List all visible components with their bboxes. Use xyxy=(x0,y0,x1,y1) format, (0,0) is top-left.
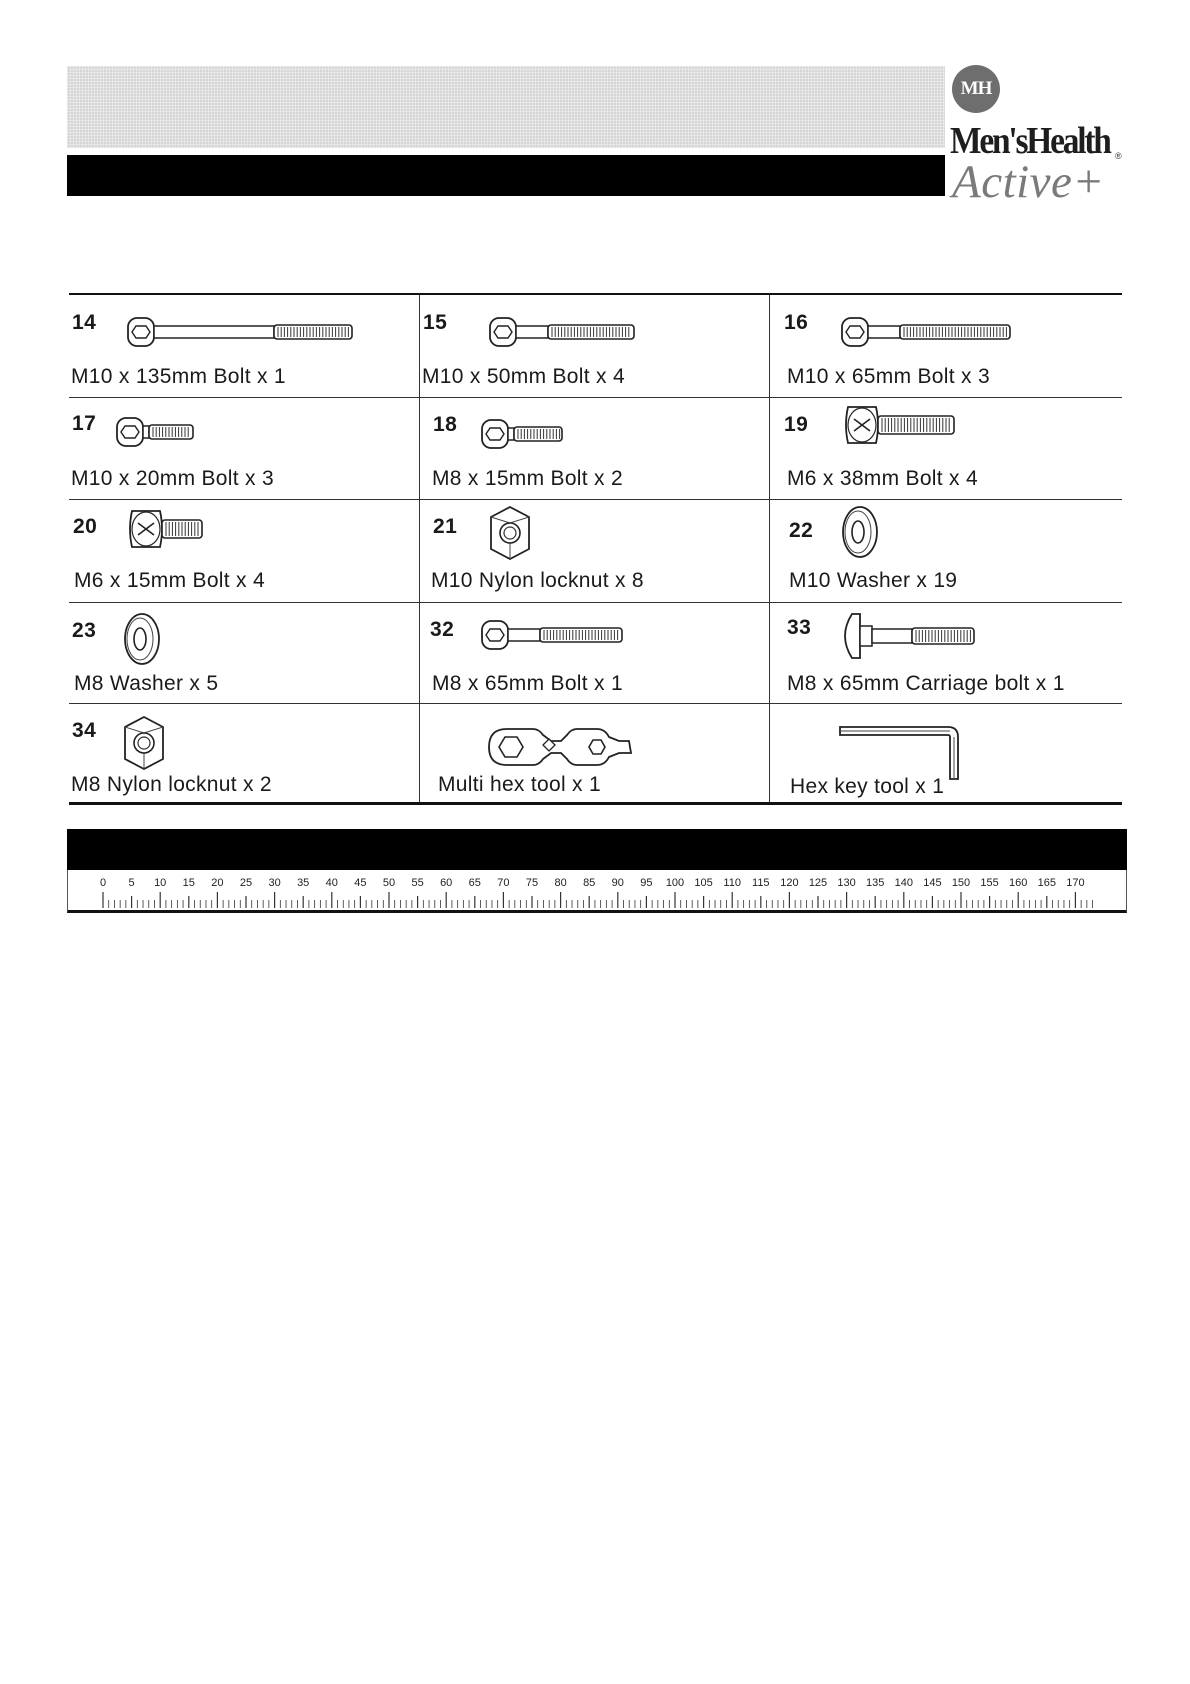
ruler-label: 10 xyxy=(154,877,167,889)
part-cell xyxy=(420,295,768,395)
part-description: M10 Washer x 19 xyxy=(789,569,958,592)
part-number: 19 xyxy=(784,413,809,436)
locknut-icon xyxy=(121,715,167,776)
ruler-label: 85 xyxy=(583,877,596,889)
part-description: M8 x 65mm Carriage bolt x 1 xyxy=(787,672,1065,695)
ruler-label: 25 xyxy=(239,877,253,889)
short-socket-bolt-icon xyxy=(480,417,568,456)
ruler-header-band xyxy=(67,829,1127,870)
ruler-label: 130 xyxy=(837,877,856,889)
part-cell xyxy=(69,602,417,702)
ruler-label: 60 xyxy=(440,877,453,889)
part-cell xyxy=(770,295,1118,395)
short-socket-bolt-icon xyxy=(115,415,199,454)
ruler-label: 95 xyxy=(640,877,653,889)
part-cell xyxy=(770,703,1118,803)
ruler-label: 110 xyxy=(723,877,741,889)
socket-bolt-icon xyxy=(488,315,640,354)
washer-icon xyxy=(840,505,880,564)
part-cell xyxy=(69,397,417,497)
measuring-ruler xyxy=(67,870,1127,913)
part-cell xyxy=(420,397,768,497)
part-description: M10 x 50mm Bolt x 4 xyxy=(422,365,625,388)
part-cell xyxy=(69,703,417,803)
ruler-label: 145 xyxy=(923,877,942,889)
part-number: 20 xyxy=(73,515,98,538)
part-number: 18 xyxy=(433,413,458,436)
ruler-label: 55 xyxy=(411,877,424,889)
part-cell xyxy=(770,499,1118,599)
part-description: M10 x 20mm Bolt x 3 xyxy=(71,467,274,490)
ruler-label: 75 xyxy=(525,877,539,889)
part-description: M6 x 38mm Bolt x 4 xyxy=(787,467,978,490)
part-cell xyxy=(770,397,1118,497)
part-cell xyxy=(69,499,417,599)
ruler-label: 70 xyxy=(497,877,510,889)
ruler-label: 30 xyxy=(268,877,281,889)
part-number: 21 xyxy=(433,515,458,538)
part-cell xyxy=(420,703,768,803)
part-description: M8 x 15mm Bolt x 2 xyxy=(432,467,623,490)
part-number: 23 xyxy=(72,619,97,642)
part-number: 32 xyxy=(430,618,455,641)
header-black-band xyxy=(67,155,945,196)
part-number: 33 xyxy=(787,616,812,639)
ruler-label: 135 xyxy=(866,877,885,889)
carriage-bolt-icon xyxy=(838,612,982,665)
part-description: M10 x 65mm Bolt x 3 xyxy=(787,365,990,388)
ruler-label: 120 xyxy=(780,877,799,889)
ruler-label: 0 xyxy=(99,877,107,889)
ruler-label: 80 xyxy=(554,877,567,889)
socket-bolt-icon xyxy=(480,618,628,657)
phillips-bolt-icon xyxy=(126,509,210,554)
ruler-label: 45 xyxy=(354,877,367,889)
ruler-label: 90 xyxy=(611,877,624,889)
header-gray-band xyxy=(67,66,945,148)
part-number: 16 xyxy=(784,311,809,334)
part-description: Hex key tool x 1 xyxy=(790,775,945,798)
socket-bolt-icon xyxy=(840,315,1016,354)
part-cell xyxy=(770,602,1118,702)
ruler-label: 170 xyxy=(1066,877,1085,889)
part-number: 14 xyxy=(72,311,97,334)
washer-icon xyxy=(122,612,162,671)
ruler-label: 15 xyxy=(182,877,195,889)
hardware-parts-table xyxy=(69,293,1122,805)
ruler-label: 40 xyxy=(325,877,338,889)
part-number: 15 xyxy=(423,311,448,334)
ruler-label: 155 xyxy=(980,877,999,889)
mens-health-logo xyxy=(950,63,1130,208)
ruler-label: 100 xyxy=(665,877,685,889)
phillips-bolt-icon xyxy=(842,405,962,450)
part-description: M8 Nylon locknut x 2 xyxy=(71,773,272,796)
logo-sub-text: Active+ xyxy=(952,156,1105,208)
part-description: M10 x 135mm Bolt x 1 xyxy=(71,365,286,388)
ruler-label: 115 xyxy=(752,877,770,889)
part-description: M8 x 65mm Bolt x 1 xyxy=(432,672,623,695)
part-cell xyxy=(420,602,768,702)
ruler-scale xyxy=(68,870,1128,910)
long-socket-bolt-icon xyxy=(126,315,358,354)
ruler-label: 65 xyxy=(468,877,481,889)
part-cell xyxy=(420,499,768,599)
ruler-label: 160 xyxy=(1009,877,1028,889)
ruler-label: 150 xyxy=(951,877,971,889)
ruler-label: 35 xyxy=(297,877,310,889)
ruler-label: 165 xyxy=(1037,877,1056,889)
part-number: 34 xyxy=(72,719,97,742)
ruler-label: 5 xyxy=(128,877,135,889)
multi-hex-tool-icon xyxy=(485,725,635,774)
locknut-icon xyxy=(487,505,533,566)
part-description: Multi hex tool x 1 xyxy=(438,773,601,796)
ruler-label: 140 xyxy=(894,877,913,889)
part-description: M6 x 15mm Bolt x 4 xyxy=(74,569,265,592)
ruler-label: 20 xyxy=(211,877,224,889)
part-number: 17 xyxy=(72,412,97,435)
logo-brand-text: Men'sHealth xyxy=(950,120,1110,162)
registered-mark: ® xyxy=(1115,151,1122,161)
ruler-label: 125 xyxy=(808,877,828,889)
part-number: 22 xyxy=(789,519,814,542)
ruler-label: 105 xyxy=(694,877,713,889)
part-description: M10 Nylon locknut x 8 xyxy=(431,569,644,592)
mh-badge: MH xyxy=(952,65,1000,113)
ruler-label: 50 xyxy=(382,877,396,889)
part-cell xyxy=(69,295,417,395)
part-description: M8 Washer x 5 xyxy=(74,672,219,695)
